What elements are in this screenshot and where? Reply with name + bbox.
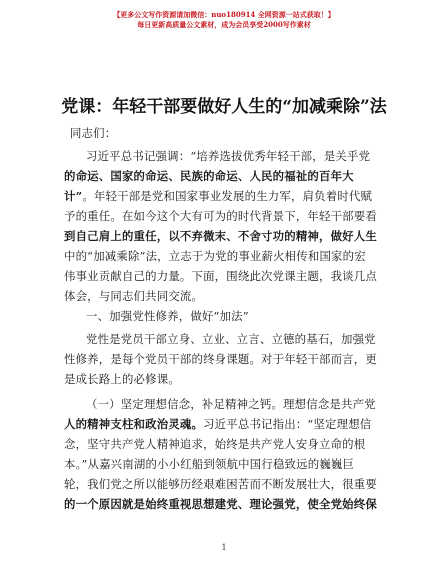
paragraph-1-line-3 bbox=[64, 190, 372, 203]
paragraph-3-line-2-rest: 习近平总书记指出：“坚定理想信 bbox=[203, 417, 372, 431]
paragraph-2-line-1: 党性是党员干部立身、立业、立言、立德的基石，加强党 bbox=[86, 332, 376, 346]
paragraph-3-line-1 bbox=[86, 398, 376, 411]
section-1-heading: 一、加强党性修养，做好“加法” bbox=[86, 309, 249, 323]
paragraph-1-line-8: 体会，与同志们共同交流。 bbox=[64, 289, 204, 303]
paragraph-1-line-6: 中的“加减乘除”法，立志于为党的事业薪火相传和国家的宏 bbox=[64, 249, 366, 263]
promo-banner-line-2: 每日更新高质量公文素材，成为会员享受2000写作素材 bbox=[137, 20, 311, 29]
paragraph-3-line-1-rest: 理想信念是共产党 bbox=[283, 397, 376, 411]
paragraph-3-line-6: 的一个原因就是始终重视思想建党、理论强党，使全党始终保 bbox=[64, 497, 377, 511]
paragraph-2-line-2: 性修养，是每个党员干部的终身课题。对于年轻干部而言，更 bbox=[64, 352, 377, 366]
paragraph-3-line-3: 念，坚守共产党人精神追求，始终是共产党人安身立命的根 bbox=[64, 437, 366, 451]
paragraph-1-line-3-rest: 。年轻干部是党和国家事业发展的生力军，肩负着时代赋 bbox=[82, 189, 373, 203]
document-title: 党课：年轻干部要做好人生的“加减乘除”法 bbox=[61, 97, 387, 117]
paragraph-1-line-5: 到自己肩上的重任，以不弃微末、不舍寸功的精神，做好人生 bbox=[64, 229, 377, 243]
paragraph-1-line-7: 伟事业贡献自己的力量。下面，围绕此次党课主题，我谈几点 bbox=[64, 269, 377, 283]
subsection-heading: （一）坚定理想信念，补足精神之钙。 bbox=[86, 397, 284, 411]
paragraph-3-line-2-bold: 人的精神支柱和政治灵魂。 bbox=[64, 417, 204, 431]
paragraph-3-line-4: 本。”从嘉兴南湖的小小红船到领航中国行稳致远的巍巍巨 bbox=[64, 457, 355, 471]
paragraph-1-line-4: 予的重任。在如今这个大有可为的时代背景下，年轻干部要看 bbox=[64, 209, 377, 223]
salutation: 同志们： bbox=[70, 126, 117, 140]
page-number: 1 bbox=[221, 543, 227, 552]
paragraph-3-line-5: 轮，我们党之所以能够历经艰难困苦而不断发展壮大，很重要 bbox=[64, 477, 377, 491]
paragraph-1-line-2: 的命运、国家的命运、民族的命运、人民的福祉的百年大 bbox=[64, 169, 354, 183]
paragraph-2-line-3: 是成长路上的必修课。 bbox=[64, 372, 180, 386]
paragraph-3-line-2 bbox=[64, 418, 371, 431]
promo-banner-line-1: 【更多公文写作资源请加微信：nuo180914 全网资源一站式获取！】 bbox=[113, 10, 335, 19]
paragraph-1-line-1: 习近平总书记强调：“培养选拔优秀年轻干部，是关乎党 bbox=[86, 149, 371, 163]
paragraph-1-line-3-bold: 计” bbox=[64, 189, 83, 203]
